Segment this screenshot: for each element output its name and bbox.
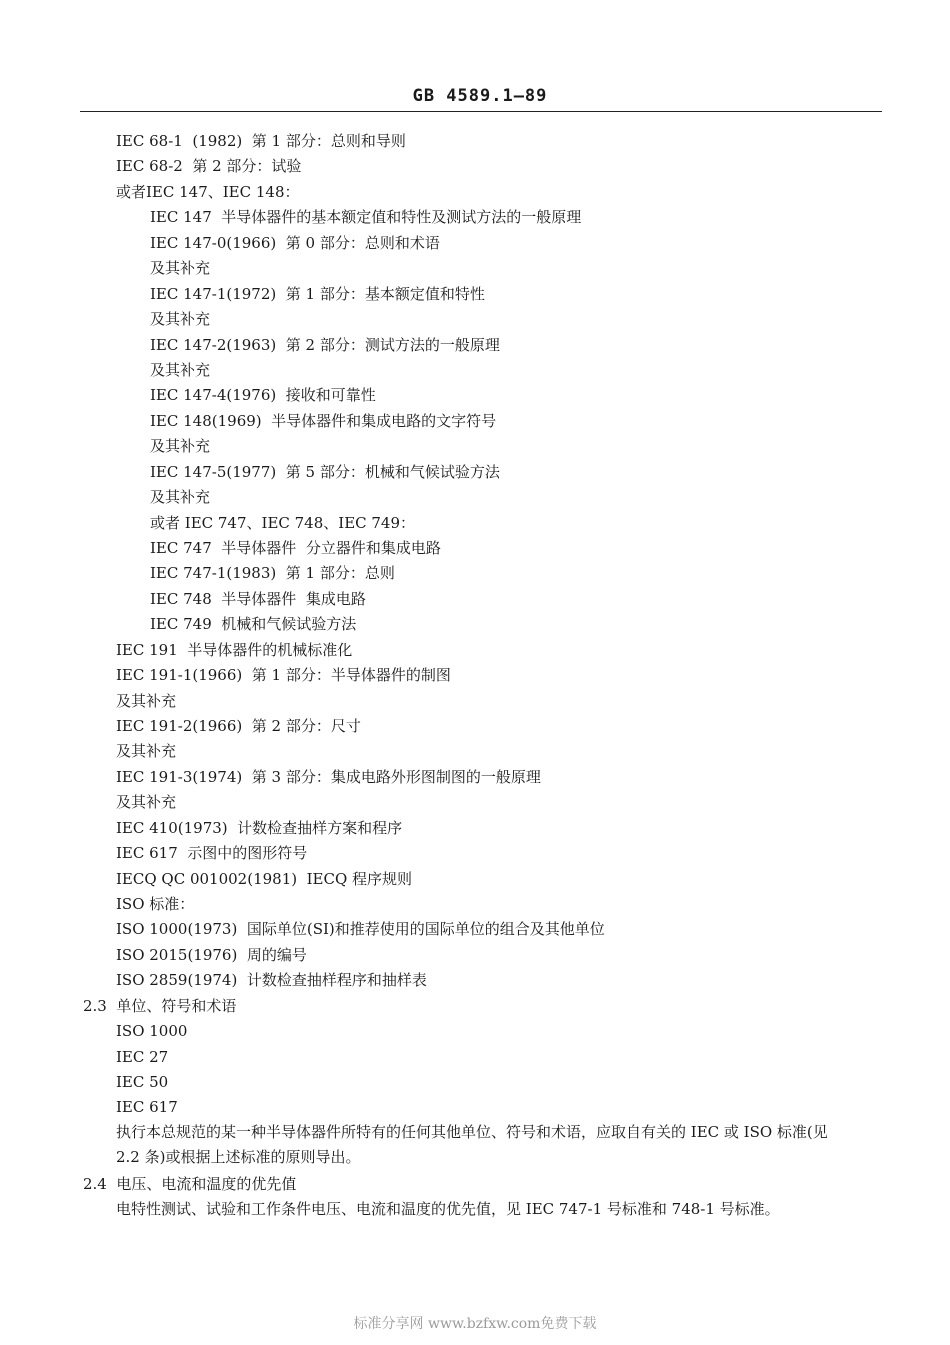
- reference-line: IEC 748 半导体器件 集成电路: [150, 590, 366, 608]
- reference-line: ISO 1000: [116, 1022, 188, 1040]
- reference-line: ISO 2859(1974) 计数检查抽样程序和抽样表: [116, 971, 427, 989]
- reference-line: IEC 749 机械和气候试验方法: [150, 615, 357, 633]
- reference-line: IEC 410(1973) 计数检查抽样方案和程序: [116, 819, 403, 837]
- section-heading: 2.4 电压、电流和温度的优先值: [83, 1175, 297, 1193]
- reference-line: 及其补充: [116, 692, 177, 710]
- reference-line: IEC 68-1 (1982) 第 1 部分：总则和导则: [116, 132, 406, 150]
- reference-line: IEC 147 半导体器件的基本额定值和特性及测试方法的一般原理: [150, 208, 582, 226]
- reference-line: IEC 147-2(1963) 第 2 部分：测试方法的一般原理: [150, 336, 500, 354]
- reference-line: IEC 747 半导体器件 分立器件和集成电路: [150, 539, 441, 557]
- reference-line: IEC 148(1969) 半导体器件和集成电路的文字符号: [150, 412, 497, 430]
- reference-line: IEC 147-1(1972) 第 1 部分：基本额定值和特性: [150, 285, 485, 303]
- section-heading: 2.3 单位、符号和术语: [83, 997, 237, 1015]
- section-2-4-text: 电特性测试、试验和工作条件电压、电流和温度的优先值，见 IEC 747-1 号标准和 748-1 号标准。: [116, 1200, 780, 1218]
- document-number: GB 4589.1—89: [412, 86, 548, 106]
- reference-line: 或者IEC 147、IEC 148：: [116, 183, 300, 201]
- reference-line: IEC 68-2 第 2 部分：试验: [116, 157, 302, 175]
- reference-line: IEC 191 半导体器件的机械标准化: [116, 641, 353, 659]
- reference-line: IEC 27: [116, 1048, 169, 1066]
- reference-line: ISO 2015(1976) 周的编号: [116, 946, 307, 964]
- reference-line: 及其补充: [150, 361, 211, 379]
- reference-line: 及其补充: [116, 742, 177, 760]
- reference-line: 及其补充: [150, 488, 211, 506]
- reference-line: IEC 147-5(1977) 第 5 部分：机械和气候试验方法: [150, 463, 500, 481]
- reference-line: IEC 747-1(1983) 第 1 部分：总则: [150, 564, 395, 582]
- reference-line: 及其补充: [150, 437, 211, 455]
- reference-line: IEC 50: [116, 1073, 169, 1091]
- watermark-footer: 标准分享网 www.bzfxw.com免费下载: [353, 1316, 597, 1332]
- reference-line: ISO 标准：: [116, 895, 195, 913]
- section-2-3-paragraph: 执行本总规范的某一种半导体器件所特有的任何其他单位、符号和术语，应取自有关的 IEC 或 ISO 标准(见 2.2 条)或根据上述标准的原则导出。: [116, 1123, 828, 1166]
- reference-line: IECQ QC 001002(1981) IECQ 程序规则: [116, 870, 413, 888]
- reference-line: IEC 617: [116, 1098, 178, 1116]
- header-rule: [80, 111, 882, 112]
- reference-line: IEC 147-0(1966) 第 0 部分：总则和术语: [150, 234, 440, 252]
- reference-line: IEC 147-4(1976) 接收和可靠性: [150, 386, 376, 404]
- reference-line: 或者 IEC 747、IEC 748、IEC 749：: [150, 514, 416, 532]
- reference-line: IEC 617 示图中的图形符号: [116, 844, 308, 862]
- reference-line: IEC 191-2(1966) 第 2 部分：尺寸: [116, 717, 361, 735]
- reference-line: 及其补充: [116, 793, 177, 811]
- reference-line: 及其补充: [150, 259, 211, 277]
- reference-line: ISO 1000(1973) 国际单位(SI)和推荐使用的国际单位的组合及其他单位: [116, 920, 605, 938]
- reference-line: 及其补充: [150, 310, 211, 328]
- reference-line: IEC 191-1(1966) 第 1 部分：半导体器件的制图: [116, 666, 451, 684]
- reference-line: IEC 191-3(1974) 第 3 部分：集成电路外形图制图的一般原理: [116, 768, 541, 786]
